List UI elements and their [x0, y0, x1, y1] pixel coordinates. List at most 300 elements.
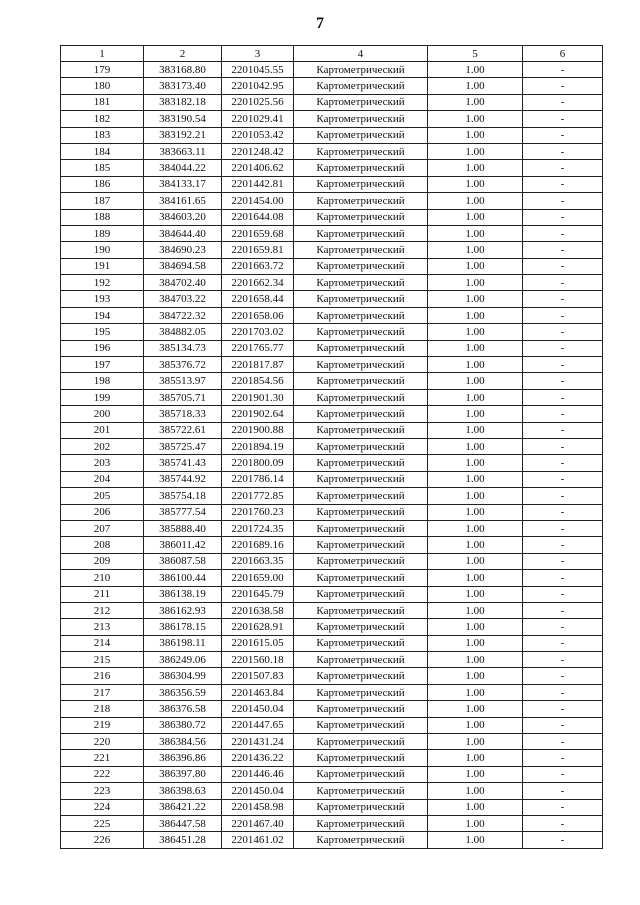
x-coordinate-cell: 386178.15: [144, 619, 222, 635]
accuracy-cell: 1.00: [428, 832, 523, 848]
table-row: [61, 209, 603, 225]
x-coordinate-cell: 386011.42: [144, 537, 222, 553]
accuracy-cell: 1.00: [428, 504, 523, 520]
y-coordinate-cell: 2201765.77: [222, 340, 294, 356]
description-cell: -: [523, 225, 603, 241]
y-coordinate-cell: 2201431.24: [222, 734, 294, 750]
x-coordinate-cell: 384133.17: [144, 176, 222, 192]
point-number-cell: 186: [61, 176, 144, 192]
y-coordinate-cell: 2201450.04: [222, 701, 294, 717]
description-cell: -: [523, 94, 603, 110]
y-coordinate-cell: 2201615.05: [222, 635, 294, 651]
table-row: [61, 438, 603, 454]
description-cell: -: [523, 684, 603, 700]
y-coordinate-cell: 2201800.09: [222, 455, 294, 471]
description-cell: -: [523, 750, 603, 766]
accuracy-cell: 1.00: [428, 242, 523, 258]
x-coordinate-cell: 385718.33: [144, 406, 222, 422]
accuracy-cell: 1.00: [428, 291, 523, 307]
y-coordinate-cell: 2201053.42: [222, 127, 294, 143]
method-cell: Картометрический: [294, 619, 428, 635]
accuracy-cell: 1.00: [428, 602, 523, 618]
point-number-cell: 217: [61, 684, 144, 700]
table-row: [61, 537, 603, 553]
point-number-cell: 208: [61, 537, 144, 553]
description-cell: -: [523, 815, 603, 831]
point-number-cell: 204: [61, 471, 144, 487]
method-cell: Картометрический: [294, 799, 428, 815]
table-row: [61, 815, 603, 831]
y-coordinate-cell: 2201458.98: [222, 799, 294, 815]
description-cell: -: [523, 766, 603, 782]
column-header: 1: [61, 46, 144, 62]
y-coordinate-cell: 2201854.56: [222, 373, 294, 389]
table-row: [61, 652, 603, 668]
accuracy-cell: 1.00: [428, 652, 523, 668]
accuracy-cell: 1.00: [428, 111, 523, 127]
description-cell: -: [523, 799, 603, 815]
y-coordinate-cell: 2201689.16: [222, 537, 294, 553]
x-coordinate-cell: 385513.97: [144, 373, 222, 389]
point-number-cell: 219: [61, 717, 144, 733]
x-coordinate-cell: 384722.32: [144, 307, 222, 323]
point-number-cell: 220: [61, 734, 144, 750]
x-coordinate-cell: 386397.80: [144, 766, 222, 782]
table-row: [61, 258, 603, 274]
y-coordinate-cell: 2201894.19: [222, 438, 294, 454]
description-cell: -: [523, 455, 603, 471]
table-row: [61, 750, 603, 766]
x-coordinate-cell: 384603.20: [144, 209, 222, 225]
x-coordinate-cell: 385722.61: [144, 422, 222, 438]
method-cell: Картометрический: [294, 307, 428, 323]
table-row: [61, 684, 603, 700]
method-cell: Картометрический: [294, 520, 428, 536]
accuracy-cell: 1.00: [428, 373, 523, 389]
description-cell: -: [523, 652, 603, 668]
accuracy-cell: 1.00: [428, 422, 523, 438]
method-cell: Картометрический: [294, 668, 428, 684]
accuracy-cell: 1.00: [428, 209, 523, 225]
x-coordinate-cell: 383182.18: [144, 94, 222, 110]
method-cell: Картометрический: [294, 553, 428, 569]
column-header: 6: [523, 46, 603, 62]
table-row: [61, 717, 603, 733]
table-row: [61, 799, 603, 815]
y-coordinate-cell: 2201042.95: [222, 78, 294, 94]
point-number-cell: 190: [61, 242, 144, 258]
point-number-cell: 206: [61, 504, 144, 520]
method-cell: Картометрический: [294, 176, 428, 192]
y-coordinate-cell: 2201436.22: [222, 750, 294, 766]
accuracy-cell: 1.00: [428, 340, 523, 356]
description-cell: -: [523, 488, 603, 504]
accuracy-cell: 1.00: [428, 668, 523, 684]
method-cell: Картометрический: [294, 701, 428, 717]
x-coordinate-cell: 386138.19: [144, 586, 222, 602]
accuracy-cell: 1.00: [428, 488, 523, 504]
y-coordinate-cell: 2201446.46: [222, 766, 294, 782]
y-coordinate-cell: 2201463.84: [222, 684, 294, 700]
method-cell: Картометрический: [294, 832, 428, 848]
description-cell: -: [523, 783, 603, 799]
method-cell: Картометрический: [294, 570, 428, 586]
y-coordinate-cell: 2201507.83: [222, 668, 294, 684]
method-cell: Картометрический: [294, 586, 428, 602]
y-coordinate-cell: 2201045.55: [222, 62, 294, 78]
y-coordinate-cell: 2201406.62: [222, 160, 294, 176]
method-cell: Картометрический: [294, 275, 428, 291]
point-number-cell: 226: [61, 832, 144, 848]
table-row: [61, 340, 603, 356]
table-row: [61, 734, 603, 750]
point-number-cell: 213: [61, 619, 144, 635]
method-cell: Картометрический: [294, 62, 428, 78]
accuracy-cell: 1.00: [428, 553, 523, 569]
table-row: [61, 488, 603, 504]
description-cell: -: [523, 127, 603, 143]
y-coordinate-cell: 2201467.40: [222, 815, 294, 831]
y-coordinate-cell: 2201450.04: [222, 783, 294, 799]
table-row: [61, 422, 603, 438]
description-cell: -: [523, 340, 603, 356]
method-cell: Картометрический: [294, 209, 428, 225]
method-cell: Картометрический: [294, 488, 428, 504]
point-number-cell: 192: [61, 275, 144, 291]
table-row: [61, 373, 603, 389]
point-number-cell: 216: [61, 668, 144, 684]
method-cell: Картометрический: [294, 160, 428, 176]
y-coordinate-cell: 2201659.68: [222, 225, 294, 241]
accuracy-cell: 1.00: [428, 734, 523, 750]
table-row: [61, 455, 603, 471]
point-number-cell: 222: [61, 766, 144, 782]
x-coordinate-cell: 385741.43: [144, 455, 222, 471]
x-coordinate-cell: 384161.65: [144, 193, 222, 209]
table-row: [61, 193, 603, 209]
method-cell: Картометрический: [294, 225, 428, 241]
y-coordinate-cell: 2201659.00: [222, 570, 294, 586]
method-cell: Картометрический: [294, 537, 428, 553]
y-coordinate-cell: 2201703.02: [222, 324, 294, 340]
accuracy-cell: 1.00: [428, 127, 523, 143]
y-coordinate-cell: 2201786.14: [222, 471, 294, 487]
table-row: [61, 668, 603, 684]
description-cell: -: [523, 307, 603, 323]
accuracy-cell: 1.00: [428, 143, 523, 159]
description-cell: -: [523, 373, 603, 389]
y-coordinate-cell: 2201560.18: [222, 652, 294, 668]
point-number-cell: 198: [61, 373, 144, 389]
accuracy-cell: 1.00: [428, 324, 523, 340]
point-number-cell: 218: [61, 701, 144, 717]
table-row: [61, 291, 603, 307]
x-coordinate-cell: 386198.11: [144, 635, 222, 651]
x-coordinate-cell: 385777.54: [144, 504, 222, 520]
accuracy-cell: 1.00: [428, 258, 523, 274]
accuracy-cell: 1.00: [428, 94, 523, 110]
accuracy-cell: 1.00: [428, 783, 523, 799]
y-coordinate-cell: 2201901.30: [222, 389, 294, 405]
x-coordinate-cell: 384690.23: [144, 242, 222, 258]
accuracy-cell: 1.00: [428, 275, 523, 291]
y-coordinate-cell: 2201658.44: [222, 291, 294, 307]
description-cell: -: [523, 422, 603, 438]
description-cell: -: [523, 111, 603, 127]
point-number-cell: 209: [61, 553, 144, 569]
point-number-cell: 195: [61, 324, 144, 340]
description-cell: -: [523, 619, 603, 635]
method-cell: Картометрический: [294, 766, 428, 782]
y-coordinate-cell: 2201760.23: [222, 504, 294, 520]
table-row: [61, 160, 603, 176]
point-number-cell: 221: [61, 750, 144, 766]
y-coordinate-cell: 2201663.72: [222, 258, 294, 274]
description-cell: -: [523, 586, 603, 602]
method-cell: Картометрический: [294, 406, 428, 422]
method-cell: Картометрический: [294, 291, 428, 307]
method-cell: Картометрический: [294, 340, 428, 356]
table-row: [61, 389, 603, 405]
accuracy-cell: 1.00: [428, 176, 523, 192]
table-row: [61, 242, 603, 258]
y-coordinate-cell: 2201772.85: [222, 488, 294, 504]
method-cell: Картометрический: [294, 373, 428, 389]
description-cell: -: [523, 275, 603, 291]
point-number-cell: 185: [61, 160, 144, 176]
accuracy-cell: 1.00: [428, 78, 523, 94]
x-coordinate-cell: 383190.54: [144, 111, 222, 127]
x-coordinate-cell: 385744.92: [144, 471, 222, 487]
description-cell: -: [523, 537, 603, 553]
accuracy-cell: 1.00: [428, 586, 523, 602]
x-coordinate-cell: 384044.22: [144, 160, 222, 176]
y-coordinate-cell: 2201644.08: [222, 209, 294, 225]
method-cell: Картометрический: [294, 242, 428, 258]
table-row: [61, 471, 603, 487]
header-row: [61, 46, 603, 62]
method-cell: Картометрический: [294, 602, 428, 618]
x-coordinate-cell: 386100.44: [144, 570, 222, 586]
description-cell: -: [523, 160, 603, 176]
y-coordinate-cell: 2201658.06: [222, 307, 294, 323]
method-cell: Картометрический: [294, 717, 428, 733]
point-number-cell: 201: [61, 422, 144, 438]
coordinates-table: [60, 45, 603, 849]
y-coordinate-cell: 2201447.65: [222, 717, 294, 733]
x-coordinate-cell: 386380.72: [144, 717, 222, 733]
method-cell: Картометрический: [294, 438, 428, 454]
column-header: 4: [294, 46, 428, 62]
method-cell: Картометрический: [294, 127, 428, 143]
table-row: [61, 586, 603, 602]
table-row: [61, 619, 603, 635]
accuracy-cell: 1.00: [428, 455, 523, 471]
method-cell: Картометрический: [294, 258, 428, 274]
x-coordinate-cell: 385754.18: [144, 488, 222, 504]
point-number-cell: 196: [61, 340, 144, 356]
point-number-cell: 214: [61, 635, 144, 651]
description-cell: -: [523, 62, 603, 78]
table-row: [61, 570, 603, 586]
method-cell: Картометрический: [294, 635, 428, 651]
y-coordinate-cell: 2201454.00: [222, 193, 294, 209]
table-row: [61, 357, 603, 373]
table-row: [61, 62, 603, 78]
point-number-cell: 199: [61, 389, 144, 405]
method-cell: Картометрический: [294, 815, 428, 831]
y-coordinate-cell: 2201025.56: [222, 94, 294, 110]
accuracy-cell: 1.00: [428, 62, 523, 78]
method-cell: Картометрический: [294, 94, 428, 110]
accuracy-cell: 1.00: [428, 520, 523, 536]
accuracy-cell: 1.00: [428, 406, 523, 422]
point-number-cell: 200: [61, 406, 144, 422]
description-cell: -: [523, 258, 603, 274]
description-cell: -: [523, 602, 603, 618]
x-coordinate-cell: 386398.63: [144, 783, 222, 799]
point-number-cell: 224: [61, 799, 144, 815]
point-number-cell: 187: [61, 193, 144, 209]
point-number-cell: 202: [61, 438, 144, 454]
table-row: [61, 406, 603, 422]
accuracy-cell: 1.00: [428, 750, 523, 766]
description-cell: -: [523, 504, 603, 520]
description-cell: -: [523, 520, 603, 536]
description-cell: -: [523, 406, 603, 422]
point-number-cell: 210: [61, 570, 144, 586]
method-cell: Картометрический: [294, 422, 428, 438]
description-cell: -: [523, 357, 603, 373]
description-cell: -: [523, 471, 603, 487]
method-cell: Картометрический: [294, 455, 428, 471]
x-coordinate-cell: 386447.58: [144, 815, 222, 831]
description-cell: -: [523, 389, 603, 405]
table-row: [61, 78, 603, 94]
point-number-cell: 181: [61, 94, 144, 110]
description-cell: -: [523, 701, 603, 717]
method-cell: Картометрический: [294, 471, 428, 487]
column-header: 5: [428, 46, 523, 62]
point-number-cell: 215: [61, 652, 144, 668]
accuracy-cell: 1.00: [428, 701, 523, 717]
x-coordinate-cell: 386396.86: [144, 750, 222, 766]
accuracy-cell: 1.00: [428, 766, 523, 782]
table-row: [61, 635, 603, 651]
x-coordinate-cell: 384694.58: [144, 258, 222, 274]
point-number-cell: 194: [61, 307, 144, 323]
y-coordinate-cell: 2201442.81: [222, 176, 294, 192]
page-number: 7: [316, 15, 324, 32]
point-number-cell: 189: [61, 225, 144, 241]
description-cell: -: [523, 832, 603, 848]
description-cell: -: [523, 78, 603, 94]
column-header: 2: [144, 46, 222, 62]
method-cell: Картометрический: [294, 684, 428, 700]
method-cell: Картометрический: [294, 389, 428, 405]
point-number-cell: 212: [61, 602, 144, 618]
description-cell: -: [523, 734, 603, 750]
method-cell: Картометрический: [294, 324, 428, 340]
table-row: [61, 94, 603, 110]
y-coordinate-cell: 2201248.42: [222, 143, 294, 159]
description-cell: -: [523, 209, 603, 225]
accuracy-cell: 1.00: [428, 684, 523, 700]
method-cell: Картометрический: [294, 783, 428, 799]
point-number-cell: 191: [61, 258, 144, 274]
x-coordinate-cell: 386249.06: [144, 652, 222, 668]
x-coordinate-cell: 386162.93: [144, 602, 222, 618]
description-cell: -: [523, 553, 603, 569]
description-cell: -: [523, 291, 603, 307]
table-header: [61, 46, 603, 62]
table-row: [61, 520, 603, 536]
y-coordinate-cell: 2201029.41: [222, 111, 294, 127]
point-number-cell: 205: [61, 488, 144, 504]
table-body: [61, 62, 603, 849]
point-number-cell: 207: [61, 520, 144, 536]
accuracy-cell: 1.00: [428, 815, 523, 831]
y-coordinate-cell: 2201645.79: [222, 586, 294, 602]
table-row: [61, 176, 603, 192]
point-number-cell: 225: [61, 815, 144, 831]
table-row: [61, 602, 603, 618]
x-coordinate-cell: 383192.21: [144, 127, 222, 143]
point-number-cell: 179: [61, 62, 144, 78]
method-cell: Картометрический: [294, 652, 428, 668]
table-row: [61, 766, 603, 782]
point-number-cell: 197: [61, 357, 144, 373]
x-coordinate-cell: 386421.22: [144, 799, 222, 815]
accuracy-cell: 1.00: [428, 357, 523, 373]
y-coordinate-cell: 2201461.02: [222, 832, 294, 848]
method-cell: Картометрический: [294, 750, 428, 766]
x-coordinate-cell: 385888.40: [144, 520, 222, 536]
table-row: [61, 783, 603, 799]
table-row: [61, 111, 603, 127]
description-cell: -: [523, 242, 603, 258]
y-coordinate-cell: 2201724.35: [222, 520, 294, 536]
description-cell: -: [523, 176, 603, 192]
point-number-cell: 223: [61, 783, 144, 799]
accuracy-cell: 1.00: [428, 570, 523, 586]
y-coordinate-cell: 2201663.35: [222, 553, 294, 569]
accuracy-cell: 1.00: [428, 635, 523, 651]
accuracy-cell: 1.00: [428, 471, 523, 487]
x-coordinate-cell: 384644.40: [144, 225, 222, 241]
x-coordinate-cell: 384702.40: [144, 275, 222, 291]
accuracy-cell: 1.00: [428, 389, 523, 405]
accuracy-cell: 1.00: [428, 193, 523, 209]
table-row: [61, 701, 603, 717]
point-number-cell: 180: [61, 78, 144, 94]
y-coordinate-cell: 2201902.64: [222, 406, 294, 422]
y-coordinate-cell: 2201662.34: [222, 275, 294, 291]
description-cell: -: [523, 717, 603, 733]
table-row: [61, 143, 603, 159]
table-row: [61, 307, 603, 323]
x-coordinate-cell: 386304.99: [144, 668, 222, 684]
x-coordinate-cell: 384703.22: [144, 291, 222, 307]
table-row: [61, 324, 603, 340]
table-row: [61, 504, 603, 520]
x-coordinate-cell: 385376.72: [144, 357, 222, 373]
x-coordinate-cell: 383173.40: [144, 78, 222, 94]
description-cell: -: [523, 635, 603, 651]
accuracy-cell: 1.00: [428, 619, 523, 635]
point-number-cell: 184: [61, 143, 144, 159]
method-cell: Картометрический: [294, 111, 428, 127]
